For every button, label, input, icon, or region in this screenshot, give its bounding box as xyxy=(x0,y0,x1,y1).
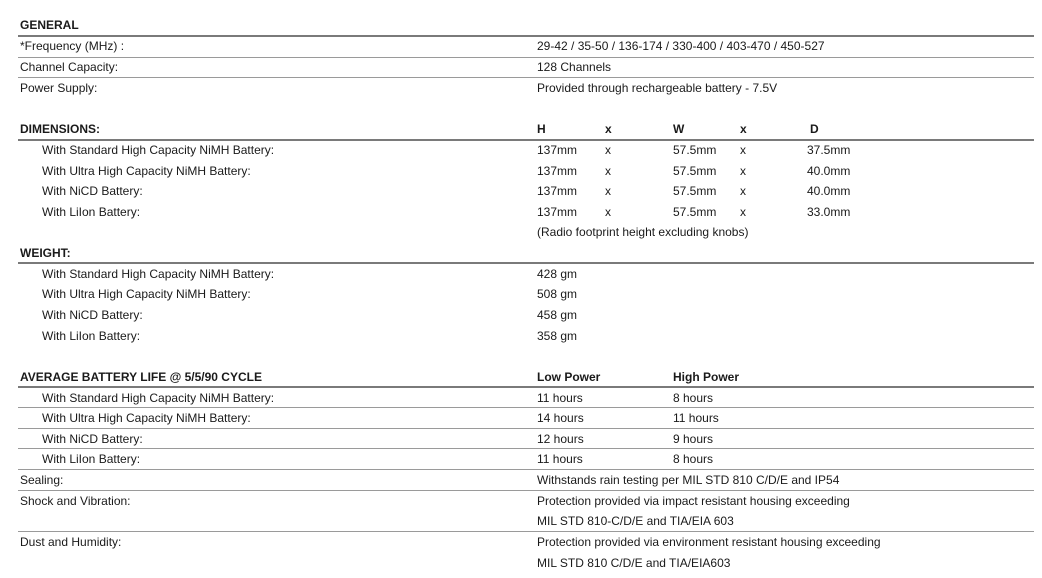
battery-row-label: With LiIon Battery: xyxy=(42,452,141,466)
dimension-row-label: With LiIon Battery: xyxy=(42,205,141,219)
power-supply-label: Power Supply: xyxy=(20,81,98,95)
divider xyxy=(18,469,1034,470)
dimension-h: 137mm xyxy=(537,164,578,178)
high-power-header: High Power xyxy=(673,370,740,384)
high-power-value: 8 hours xyxy=(673,391,714,405)
dimensions-heading: DIMENSIONS: xyxy=(20,122,101,136)
dimension-d: 40.0mm xyxy=(807,164,851,178)
low-power-value: 11 hours xyxy=(537,452,583,466)
shock-vibration-value-continued: MIL STD 810-C/D/E and TIA/EIA 603 xyxy=(537,514,734,528)
dimension-d: 40.0mm xyxy=(807,184,851,198)
dimension-row-label: With NiCD Battery: xyxy=(42,184,143,198)
high-power-value: 8 hours xyxy=(673,452,714,466)
frequency-label: *Frequency (MHz) : xyxy=(20,39,125,53)
dimension-x: x xyxy=(740,205,746,219)
divider xyxy=(18,57,1034,58)
dimension-header-x: x xyxy=(740,122,747,136)
dimension-header-x: x xyxy=(605,122,612,136)
weight-value: 508 gm xyxy=(537,287,578,301)
sealing-value: Withstands rain testing per MIL STD 810 C/D/E and IP54 xyxy=(537,473,840,487)
dimensions-note: (Radio footprint height excluding knobs) xyxy=(537,225,749,239)
shock-vibration-label: Shock and Vibration: xyxy=(20,494,131,508)
dimension-header-h: H xyxy=(537,122,546,136)
channel-capacity-value: 128 Channels xyxy=(537,60,612,74)
low-power-value: 12 hours xyxy=(537,432,584,446)
weight-value: 358 gm xyxy=(537,329,578,343)
dimension-w: 57.5mm xyxy=(673,205,717,219)
low-power-value: 11 hours xyxy=(537,391,583,405)
weight-heading: WEIGHT: xyxy=(20,246,71,260)
battery-row-label: With NiCD Battery: xyxy=(42,432,143,446)
dimension-x: x xyxy=(605,143,611,157)
dimension-w: 57.5mm xyxy=(673,164,717,178)
divider xyxy=(18,531,1034,532)
low-power-header: Low Power xyxy=(537,370,601,384)
battery-row-label: With Ultra High Capacity NiMH Battery: xyxy=(42,411,251,425)
high-power-value: 9 hours xyxy=(673,432,714,446)
shock-vibration-value: Protection provided via impact resistant housing exceeding xyxy=(537,494,850,508)
low-power-value: 14 hours xyxy=(537,411,584,425)
dimension-x: x xyxy=(605,164,611,178)
divider xyxy=(18,448,1034,449)
sealing-label: Sealing: xyxy=(20,473,64,487)
channel-capacity-label: Channel Capacity: xyxy=(20,60,119,74)
dimension-row-label: With Standard High Capacity NiMH Battery: xyxy=(42,143,275,157)
weight-row-label: With Standard High Capacity NiMH Battery: xyxy=(42,267,275,281)
weight-value: 458 gm xyxy=(537,308,578,322)
dimension-w: 57.5mm xyxy=(673,184,717,198)
dimension-h: 137mm xyxy=(537,205,578,219)
dimension-w: 57.5mm xyxy=(673,143,717,157)
dimension-x: x xyxy=(740,164,746,178)
divider xyxy=(18,35,1034,37)
battery-row-label: With Standard High Capacity NiMH Battery: xyxy=(42,391,275,405)
weight-row-label: With LiIon Battery: xyxy=(42,329,141,343)
divider xyxy=(18,386,1034,388)
dimension-d: 33.0mm xyxy=(807,205,851,219)
divider xyxy=(18,139,1034,141)
battery-life-heading: AVERAGE BATTERY LIFE @ 5/5/90 CYCLE xyxy=(20,370,262,384)
dimension-h: 137mm xyxy=(537,184,578,198)
dust-humidity-label: Dust and Humidity: xyxy=(20,535,122,549)
dimension-header-d: D xyxy=(810,122,819,136)
dimension-h: 137mm xyxy=(537,143,578,157)
dimension-x: x xyxy=(740,143,746,157)
high-power-value: 11 hours xyxy=(673,411,719,425)
dimension-header-w: W xyxy=(673,122,685,136)
power-supply-value: Provided through rechargeable battery - 7.5V xyxy=(537,81,778,95)
divider xyxy=(18,262,1034,264)
dimension-row-label: With Ultra High Capacity NiMH Battery: xyxy=(42,164,251,178)
divider xyxy=(18,77,1034,78)
frequency-value: 29-42 / 35-50 / 136-174 / 330-400 / 403-470 / 450-527 xyxy=(537,39,825,53)
dust-humidity-value-continued: MIL STD 810 C/D/E and TIA/EIA603 xyxy=(537,556,731,570)
dimension-x: x xyxy=(605,184,611,198)
weight-row-label: With NiCD Battery: xyxy=(42,308,143,322)
dimension-x: x xyxy=(605,205,611,219)
dimension-d: 37.5mm xyxy=(807,143,851,157)
divider xyxy=(18,407,1034,408)
general-heading: GENERAL xyxy=(20,18,79,32)
dust-humidity-value: Protection provided via environment resistant housing exceeding xyxy=(537,535,881,549)
divider xyxy=(18,490,1034,491)
divider xyxy=(18,428,1034,429)
weight-row-label: With Ultra High Capacity NiMH Battery: xyxy=(42,287,251,301)
weight-value: 428 gm xyxy=(537,267,578,281)
dimension-x: x xyxy=(740,184,746,198)
